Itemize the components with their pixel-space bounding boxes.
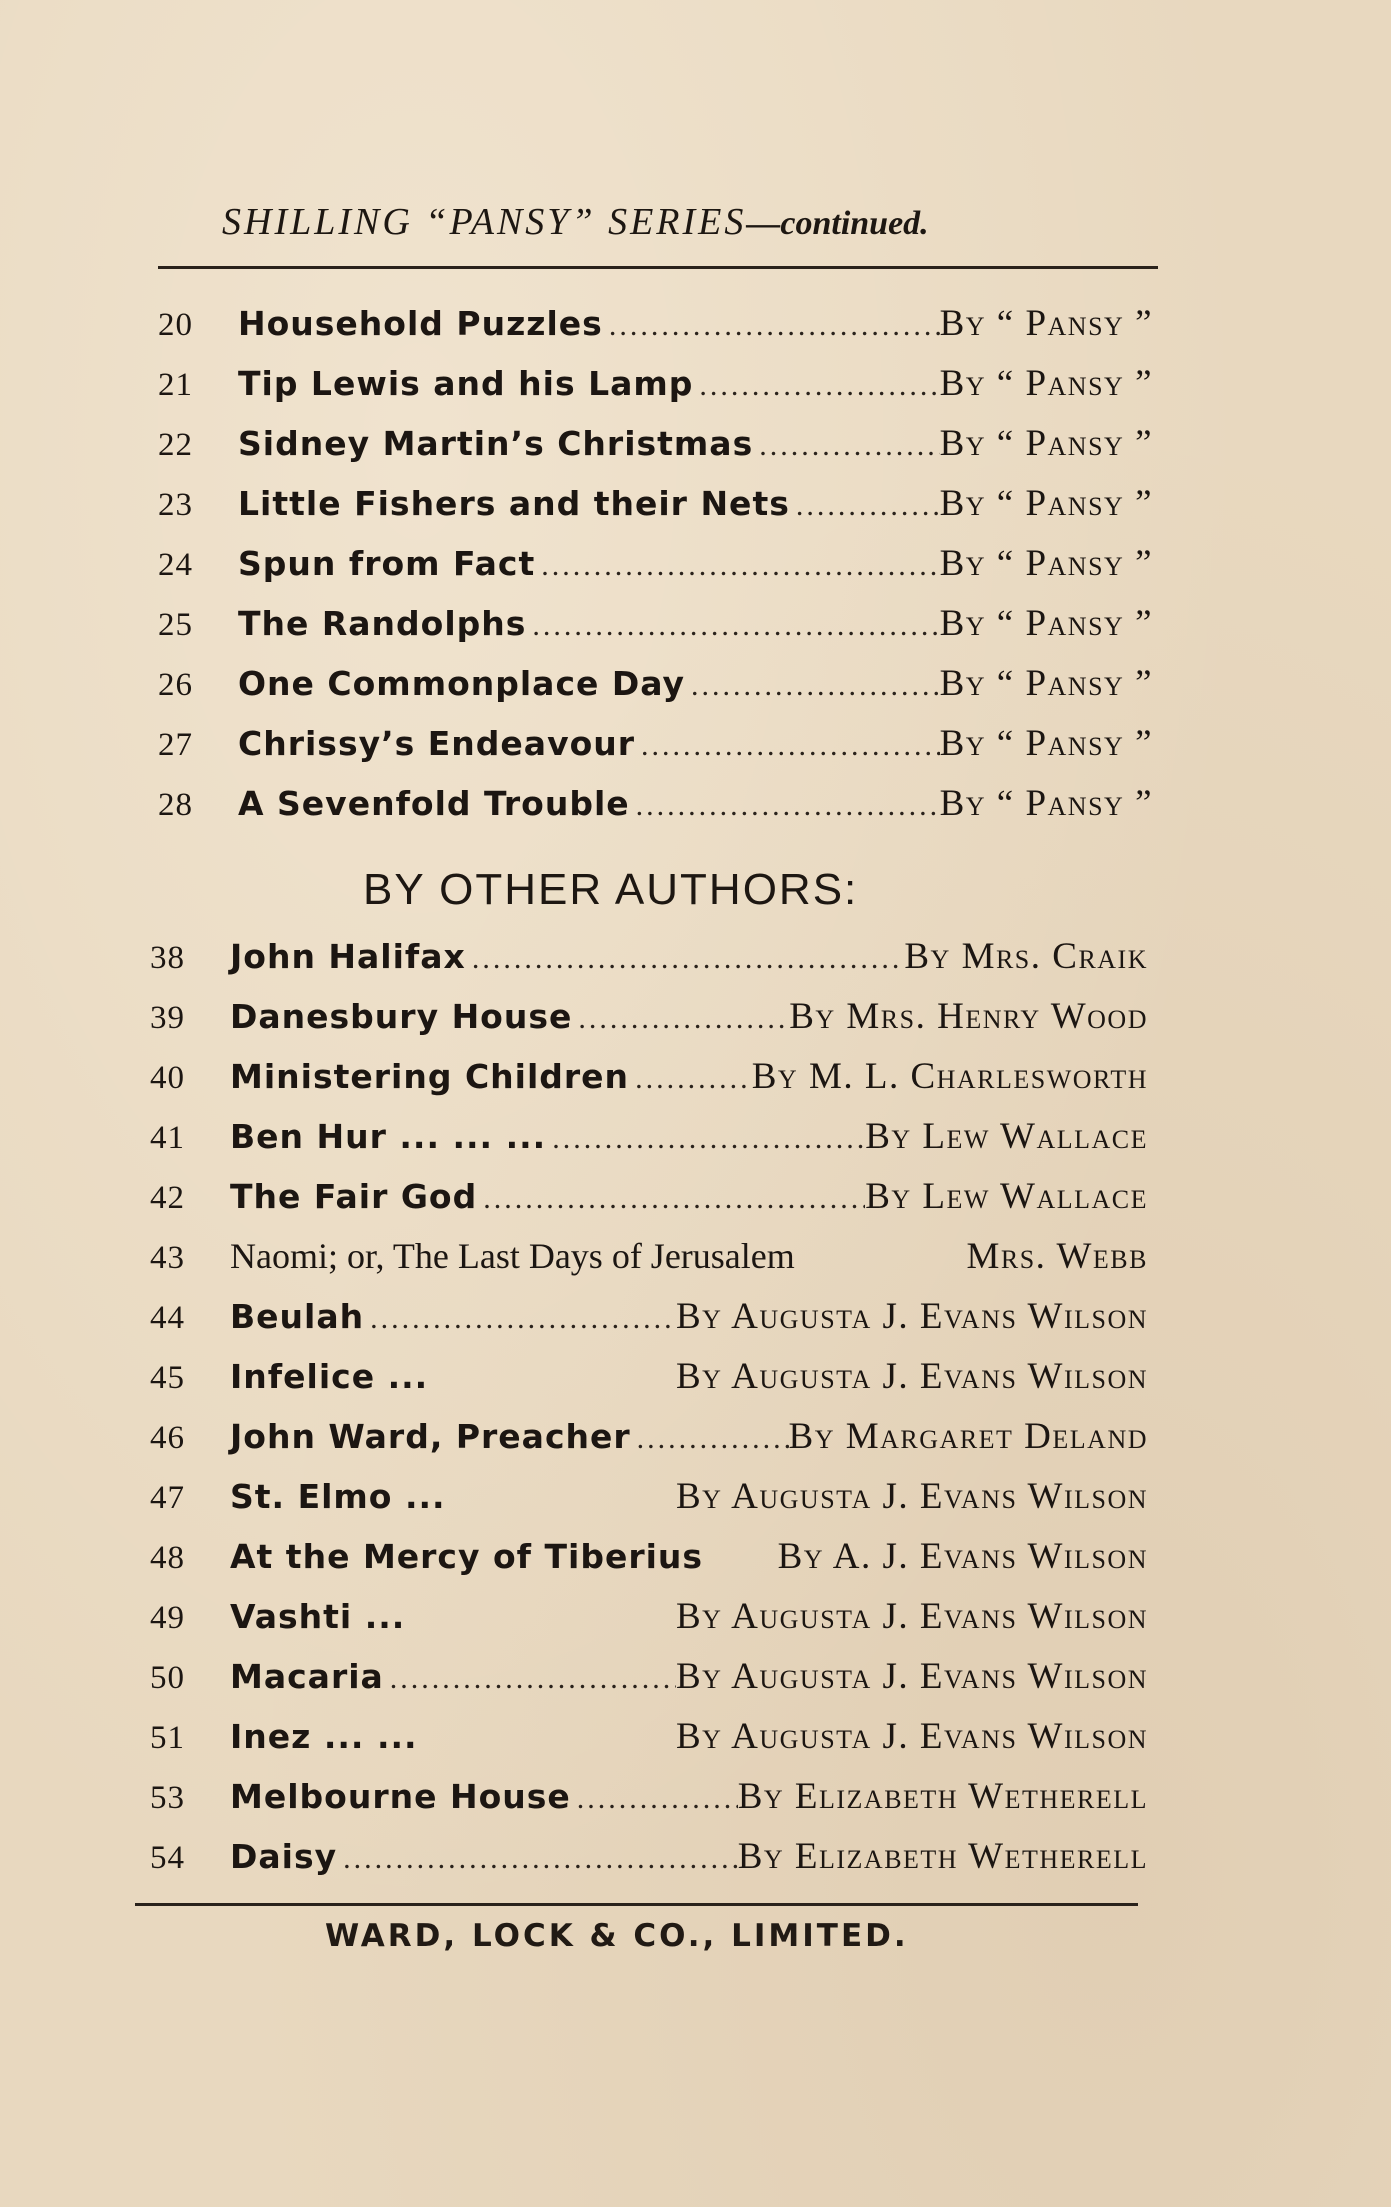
list-item — [158, 542, 1153, 594]
entry-number: 54 — [150, 1840, 185, 1876]
entry-number: 42 — [150, 1180, 185, 1216]
entry-number: 26 — [158, 667, 193, 703]
entry-title: One Commonplace Day — [238, 664, 686, 703]
entry-author: By Mrs. Henry Wood — [789, 996, 1148, 1037]
entry-author: By Lew Wallace — [865, 1116, 1148, 1157]
entry-number: 53 — [150, 1780, 185, 1816]
entry-title: Vashti ... — [230, 1597, 406, 1636]
list-item — [150, 1115, 1148, 1167]
entry-number: 20 — [158, 307, 193, 343]
series-title: SHILLING “PANSY” SERIES — [222, 201, 747, 243]
list-item — [150, 1595, 1148, 1647]
dot-leader — [477, 1182, 865, 1216]
entry-author: By Augusta J. Evans Wilson — [676, 1476, 1148, 1517]
list-item — [150, 1055, 1148, 1107]
entry-author: By Mrs. Craik — [904, 936, 1148, 977]
entry-author: By M. L. Charlesworth — [751, 1056, 1148, 1097]
entry-number: 43 — [150, 1240, 185, 1276]
entry-title: Infelice ... — [230, 1357, 429, 1396]
entry-title: Chrissy’s Endeavour — [238, 724, 636, 763]
entry-title: Macaria — [230, 1657, 384, 1696]
entry-author: By A. J. Evans Wilson — [777, 1536, 1148, 1577]
entry-author: By Lew Wallace — [865, 1176, 1148, 1217]
entry-title: Spun from Fact — [238, 544, 536, 583]
entry-number: 24 — [158, 547, 193, 583]
header-rule — [158, 266, 1158, 269]
dot-leader — [364, 1302, 676, 1336]
list-item — [150, 1655, 1148, 1707]
entry-title: Melbourne House — [230, 1777, 571, 1816]
section-heading: BY OTHER AUTHORS: — [363, 865, 859, 914]
entry-number: 21 — [158, 367, 193, 403]
entry-number: 50 — [150, 1660, 185, 1696]
entry-number: 48 — [150, 1540, 185, 1576]
entry-author: By Augusta J. Evans Wilson — [676, 1296, 1148, 1337]
list-item — [150, 1475, 1148, 1527]
list-item — [158, 662, 1153, 714]
list-item — [150, 1415, 1148, 1467]
list-item — [158, 602, 1153, 654]
list-item — [158, 722, 1153, 774]
dot-leader — [790, 489, 940, 523]
entry-title: Little Fishers and their Nets — [238, 484, 790, 523]
entry-author: By “ Pansy ” — [939, 303, 1153, 344]
list-item — [150, 1775, 1148, 1827]
entry-number: 27 — [158, 727, 193, 763]
entry-author: By Augusta J. Evans Wilson — [676, 1656, 1148, 1697]
entry-number: 51 — [150, 1720, 185, 1756]
entry-author: By “ Pansy ” — [939, 363, 1153, 404]
entry-author: By Elizabeth Wetherell — [737, 1836, 1148, 1877]
dot-leader — [630, 789, 940, 823]
entry-author: By Augusta J. Evans Wilson — [676, 1356, 1148, 1397]
entry-number: 45 — [150, 1360, 185, 1396]
entry-number: 22 — [158, 427, 193, 463]
dot-leader — [384, 1662, 676, 1696]
entry-title: Ministering Children — [230, 1057, 630, 1096]
dot-leader — [546, 1122, 865, 1156]
entry-author: Mrs. Webb — [966, 1236, 1148, 1277]
list-item — [150, 1835, 1148, 1887]
entry-number: 41 — [150, 1120, 185, 1156]
dot-leader — [631, 1422, 789, 1456]
entry-number: 49 — [150, 1600, 185, 1636]
entry-title: John Ward, Preacher — [230, 1417, 631, 1456]
entry-author: By “ Pansy ” — [939, 423, 1153, 464]
dot-leader — [572, 1002, 789, 1036]
dot-leader — [535, 549, 939, 583]
dot-leader — [635, 729, 940, 763]
dot-leader — [571, 1782, 738, 1816]
entry-title: A Sevenfold Trouble — [238, 784, 630, 823]
entry-number: 25 — [158, 607, 193, 643]
entry-title: Tip Lewis and his Lamp — [238, 364, 694, 403]
entry-author: By “ Pansy ” — [939, 603, 1153, 644]
entry-title: Ben Hur ... ... ... — [230, 1117, 547, 1156]
entry-number: 28 — [158, 787, 193, 823]
list-item — [150, 1175, 1148, 1227]
entry-author: By Elizabeth Wetherell — [737, 1776, 1148, 1817]
entry-author: By Augusta J. Evans Wilson — [676, 1596, 1148, 1637]
entry-title: Sidney Martin’s Christmas — [238, 424, 754, 463]
dot-leader — [526, 609, 939, 643]
publisher-footer: WARD, LOCK & CO., LIMITED. — [325, 1918, 909, 1954]
dot-leader — [629, 1062, 752, 1096]
list-item — [150, 1355, 1148, 1407]
dot-leader — [693, 369, 939, 403]
dot-leader — [685, 669, 940, 703]
entry-author: By “ Pansy ” — [939, 783, 1153, 824]
list-item — [158, 782, 1153, 834]
entry-number: 38 — [150, 940, 185, 976]
entry-title: John Halifax — [230, 937, 466, 976]
list-item — [150, 995, 1148, 1047]
entry-title: Beulah — [230, 1297, 365, 1336]
entry-title: Inez ... ... — [230, 1717, 418, 1756]
footer-rule — [135, 1903, 1138, 1906]
list-item — [150, 1715, 1148, 1767]
list-item — [150, 1295, 1148, 1347]
entry-title: Household Puzzles — [238, 304, 603, 343]
dot-leader — [337, 1842, 738, 1876]
entry-title: Naomi; or, The Last Days of Jerusalem — [230, 1236, 795, 1276]
entry-title: Danesbury House — [230, 997, 573, 1036]
entry-number: 44 — [150, 1300, 185, 1336]
list-item — [158, 482, 1153, 534]
entry-title: At the Mercy of Tiberius — [230, 1537, 704, 1576]
entry-title: The Fair God — [230, 1177, 478, 1216]
dot-leader — [466, 942, 905, 976]
entry-number: 40 — [150, 1060, 185, 1096]
dot-leader — [603, 309, 940, 343]
entry-number: 23 — [158, 487, 193, 523]
entry-author: By Margaret Deland — [788, 1416, 1148, 1457]
list-item — [158, 302, 1153, 354]
dot-leader — [753, 429, 939, 463]
list-item — [158, 362, 1153, 414]
entry-author: By “ Pansy ” — [939, 663, 1153, 704]
list-item — [150, 935, 1148, 987]
entry-title: St. Elmo ... — [230, 1477, 446, 1516]
entry-number: 39 — [150, 1000, 185, 1036]
entry-author: By “ Pansy ” — [939, 483, 1153, 524]
entry-title: The Randolphs — [238, 604, 527, 643]
entry-number: 46 — [150, 1420, 185, 1456]
entry-author: By “ Pansy ” — [939, 543, 1153, 584]
list-item — [150, 1535, 1148, 1587]
entry-author: By “ Pansy ” — [939, 723, 1153, 764]
entry-title: Daisy — [230, 1837, 338, 1876]
list-item — [158, 422, 1153, 474]
list-item — [150, 1235, 1148, 1287]
continued-label: —continued. — [746, 205, 929, 242]
entry-number: 47 — [150, 1480, 185, 1516]
entry-author: By Augusta J. Evans Wilson — [676, 1716, 1148, 1757]
page-header — [222, 200, 1142, 244]
